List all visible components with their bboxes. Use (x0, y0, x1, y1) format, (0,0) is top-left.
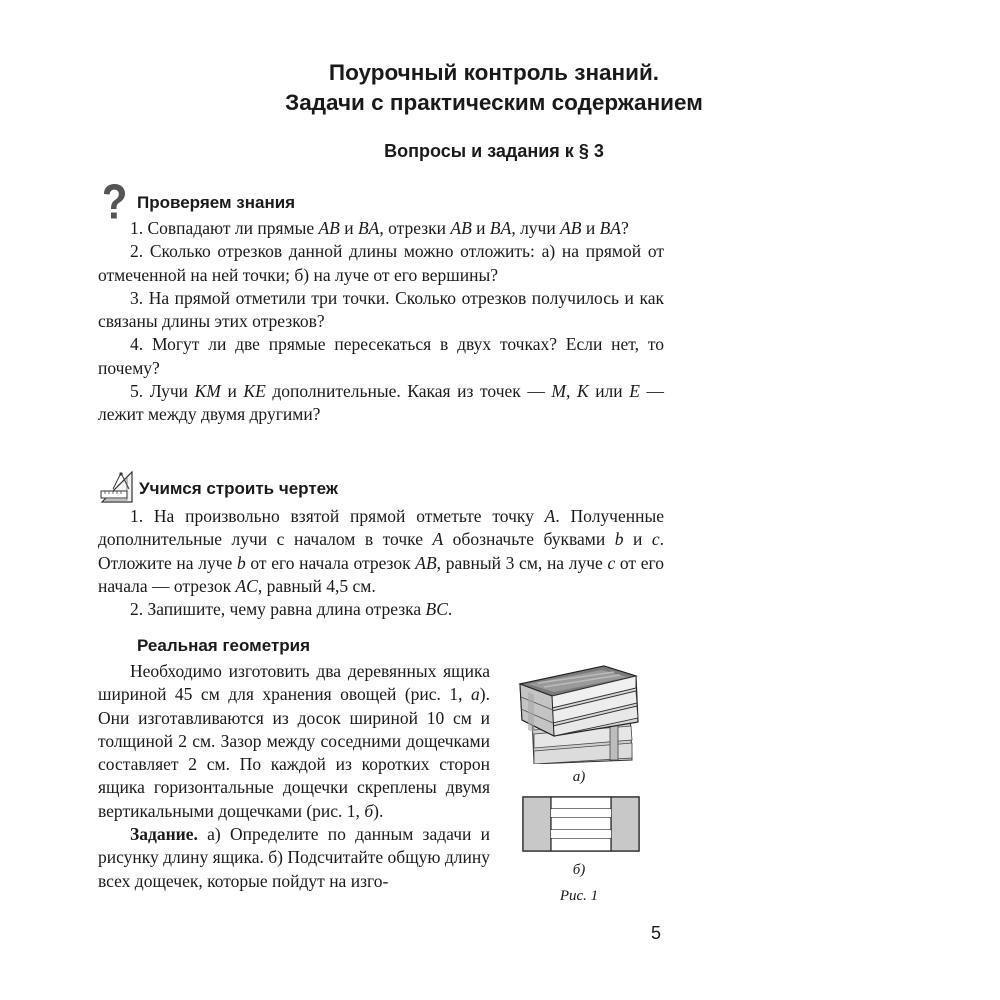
drawing-task-2: 2. Запишите, чему равна длина отрезка BC. (130, 599, 453, 620)
question-5: 5. Лучи KM и KE дополнительные. Какая из точек — M, K или E — лежит между двумя другими? (98, 381, 665, 425)
figure-label-b: б) (572, 862, 586, 878)
problem-paragraph: Необходимо изготовить два деревянных ящика шириной 45 см для хранения овощей (рис. 1, а). Они изготавливаются из досок шириной 10 см и толщиной 2 см. Зазор между соседними дощечками составляет 2 см. По каждой из коротких сторон ящика горизонтальные дощечки скреплены двумя вертикальными дощечками (рис. 1, б). (98, 661, 490, 821)
question-1: 1. Совпадают ли прямые AB и BA, отрезки AB и BA, лучи AB и BA? (130, 218, 629, 238)
page-number: 5 (651, 923, 662, 943)
question-4: 4. Могут ли две прямые пересекаться в двух точках? Если нет, то почему? (98, 334, 664, 378)
task-label: Задание. (130, 824, 198, 845)
question-3: 3. На прямой отметили три точки. Сколько отрезков получилось и как связаны длины этих отрезков? (98, 287, 664, 332)
real-geometry-text (98, 660, 490, 893)
section-heading-learn-drawing: Учимся строить чертеж (139, 479, 338, 498)
drawing-tasks-block (98, 505, 664, 621)
figure-caption: Рис. 1 (559, 888, 599, 904)
questions-block (98, 217, 664, 427)
section-subtitle: Вопросы и задания к § 3 (384, 141, 604, 161)
crate-side-diagram (522, 796, 640, 852)
drawing-tools-icon (99, 471, 135, 505)
title-line-1: Поурочный контроль знаний. (328, 60, 660, 85)
drawing-task-1: 1. На произвольно взятой прямой отметьте точку A. Полученные дополнительные лучи с началом в точке A обозначьте буквами b и c. Отложите на луче b от его начала отрезок AB, равный 3 см, на луче c от его начала — отрезок AC, равный 4,5 см. (98, 506, 664, 596)
wooden-crates-photo (518, 660, 640, 764)
page-title (100, 58, 888, 118)
question-2: 2. Сколько отрезков данной длины можно отложить: а) на прямой от отмеченной на ней точки; б) на луче от его вершины? (98, 241, 664, 285)
section-heading-check-knowledge: Проверяем знания (137, 193, 296, 212)
title-line-2: Задачи с практическим содержанием (285, 90, 703, 115)
figure-label-a: а) (572, 769, 586, 785)
task-paragraph: Задание. а) Определите по данным задачи и рисунку длину ящика. б) Подсчитайте общую длину всех дощечек, которые пойдут на изго- (98, 824, 490, 891)
question-mark-icon (100, 183, 128, 221)
section-heading-real-geometry: Реальная геометрия (137, 636, 311, 655)
